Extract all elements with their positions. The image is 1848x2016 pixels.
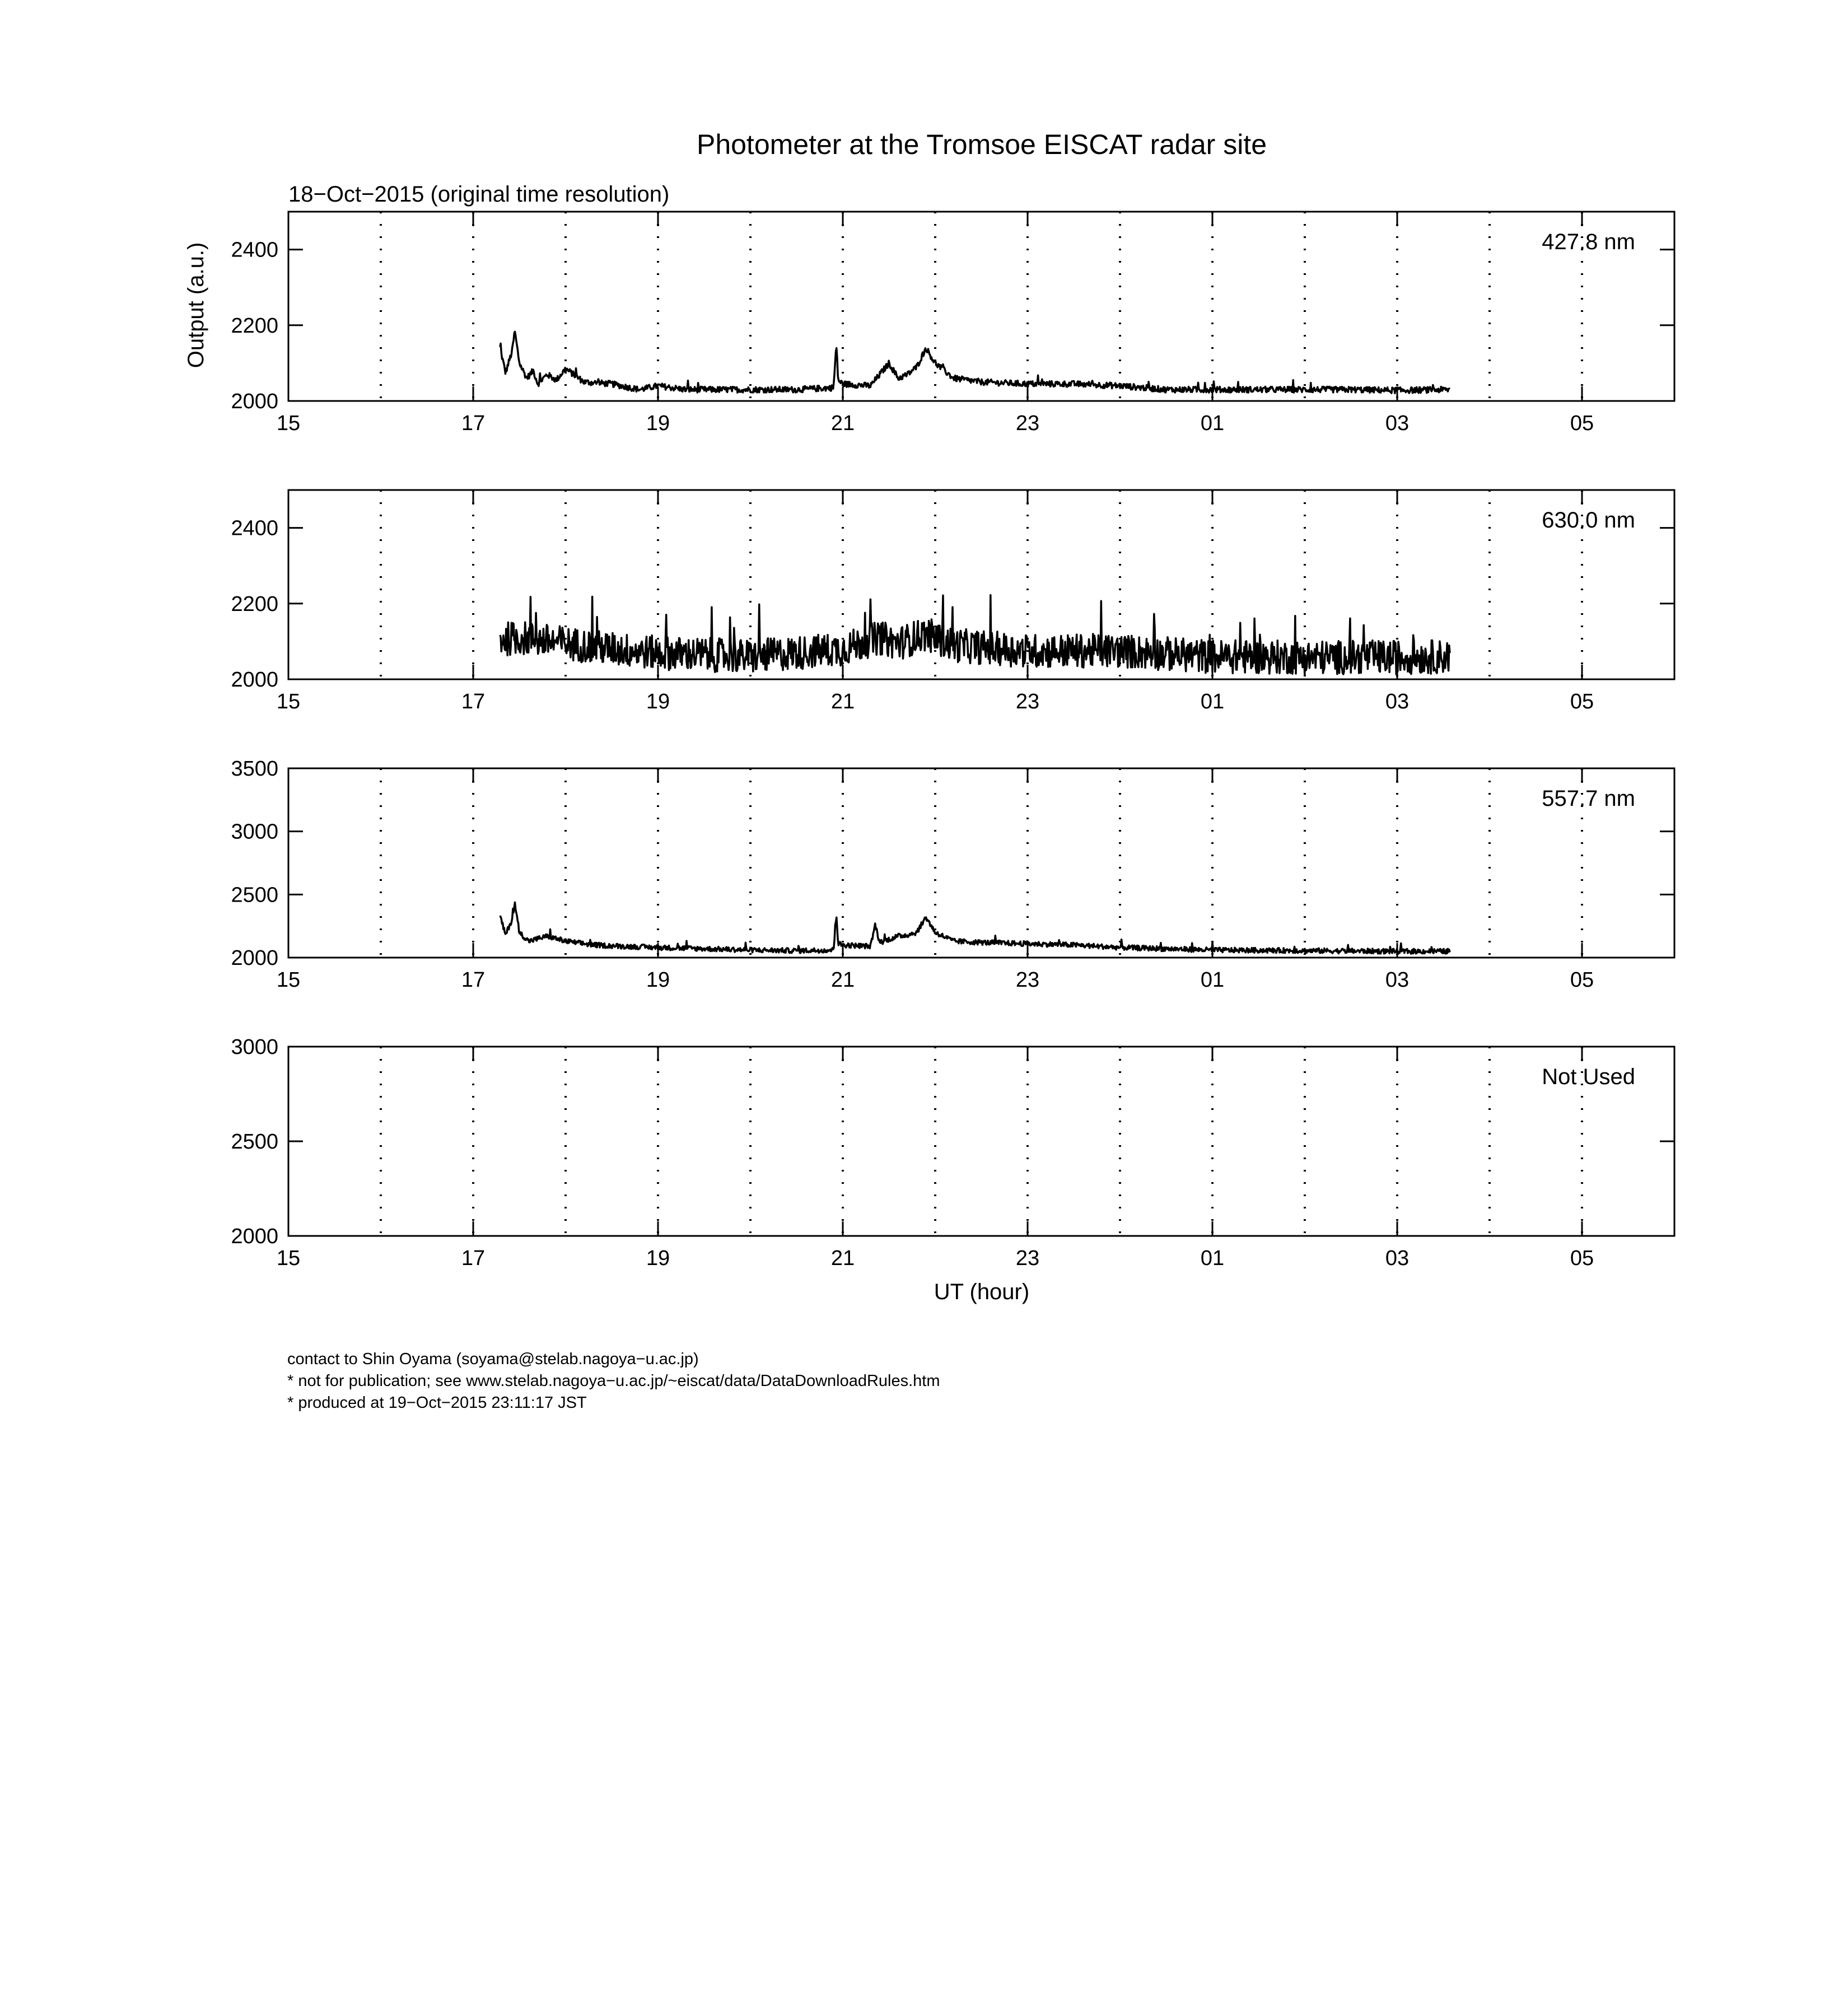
panel-wavelength-label: Not Used — [1542, 1065, 1635, 1089]
x-tick-label: 15 — [276, 968, 301, 992]
plot-frame — [288, 768, 1674, 958]
y-tick-label: 3500 — [231, 757, 278, 781]
x-tick-label: 21 — [830, 1247, 855, 1270]
x-tick-label: 01 — [1200, 412, 1225, 435]
series-line-1 — [500, 332, 1450, 393]
panel-wavelength-label: 427.8 nm — [1542, 230, 1635, 254]
chart-subtitle: 18−Oct−2015 (original time resolution) — [288, 182, 670, 207]
x-tick-label: 17 — [461, 412, 486, 435]
y-tick-label: 2200 — [231, 314, 278, 338]
y-tick-label: 3000 — [231, 1035, 278, 1059]
x-tick-label: 03 — [1385, 1247, 1410, 1270]
x-tick-label: 05 — [1570, 690, 1594, 713]
footer-contact: contact to Shin Oyama (soyama@stelab.nagoya−u.ac.jp) — [287, 1350, 699, 1368]
x-tick-label: 01 — [1200, 1247, 1225, 1270]
x-tick-label: 21 — [830, 412, 855, 435]
footer-notice: * not for publication; see www.stelab.nagoya−u.ac.jp/~eiscat/data/DataDownloadRules.htm — [287, 1372, 940, 1390]
x-tick-label: 17 — [461, 968, 486, 992]
plot-frame — [288, 1047, 1674, 1236]
x-tick-label: 01 — [1200, 968, 1225, 992]
y-tick-label: 2000 — [231, 668, 278, 692]
y-axis-label: Output (a.u.) — [184, 242, 208, 368]
x-tick-label: 23 — [1015, 968, 1040, 992]
panel-1 — [231, 212, 1674, 435]
y-tick-label: 2500 — [231, 883, 278, 907]
x-tick-label: 23 — [1015, 412, 1040, 435]
series-line-2 — [500, 595, 1450, 674]
x-axis-label: UT (hour) — [934, 1280, 1030, 1304]
x-tick-label: 21 — [830, 690, 855, 713]
panel-3 — [231, 757, 1674, 992]
y-tick-label: 2200 — [231, 592, 278, 616]
x-tick-label: 23 — [1015, 1247, 1040, 1270]
x-tick-label: 03 — [1385, 412, 1410, 435]
x-tick-label: 15 — [276, 690, 301, 713]
y-tick-label: 2000 — [231, 1225, 278, 1248]
panel-2 — [231, 490, 1674, 713]
x-tick-label: 15 — [276, 412, 301, 435]
y-tick-label: 3000 — [231, 820, 278, 844]
x-tick-label: 15 — [276, 1247, 301, 1270]
x-tick-label: 19 — [646, 968, 670, 992]
panel-wavelength-label: 630.0 nm — [1542, 508, 1635, 533]
plot-frame — [288, 212, 1674, 401]
y-tick-label: 2500 — [231, 1130, 278, 1154]
y-tick-label: 2400 — [231, 238, 278, 262]
panel-4 — [231, 1035, 1674, 1270]
footer-produced: * produced at 19−Oct−2015 23:11:17 JST — [287, 1394, 587, 1412]
y-tick-label: 2000 — [231, 390, 278, 413]
x-tick-label: 05 — [1570, 968, 1594, 992]
x-tick-label: 03 — [1385, 968, 1410, 992]
x-tick-label: 23 — [1015, 690, 1040, 713]
x-tick-label: 03 — [1385, 690, 1410, 713]
x-tick-label: 05 — [1570, 1247, 1594, 1270]
footer-notes — [287, 1348, 940, 1414]
x-tick-label: 21 — [830, 968, 855, 992]
y-tick-label: 2400 — [231, 516, 278, 540]
panels-group — [231, 212, 1674, 1270]
series-line-3 — [500, 902, 1450, 954]
x-tick-label: 19 — [646, 1247, 670, 1270]
x-tick-label: 19 — [646, 412, 670, 435]
x-tick-label: 05 — [1570, 412, 1594, 435]
chart-title: Photometer at the Tromsoe EISCAT radar site — [696, 129, 1267, 160]
x-tick-label: 19 — [646, 690, 670, 713]
x-tick-label: 17 — [461, 690, 486, 713]
x-tick-label: 17 — [461, 1247, 486, 1270]
x-tick-label: 01 — [1200, 690, 1225, 713]
y-tick-label: 2000 — [231, 946, 278, 970]
panel-wavelength-label: 557.7 nm — [1542, 786, 1635, 811]
